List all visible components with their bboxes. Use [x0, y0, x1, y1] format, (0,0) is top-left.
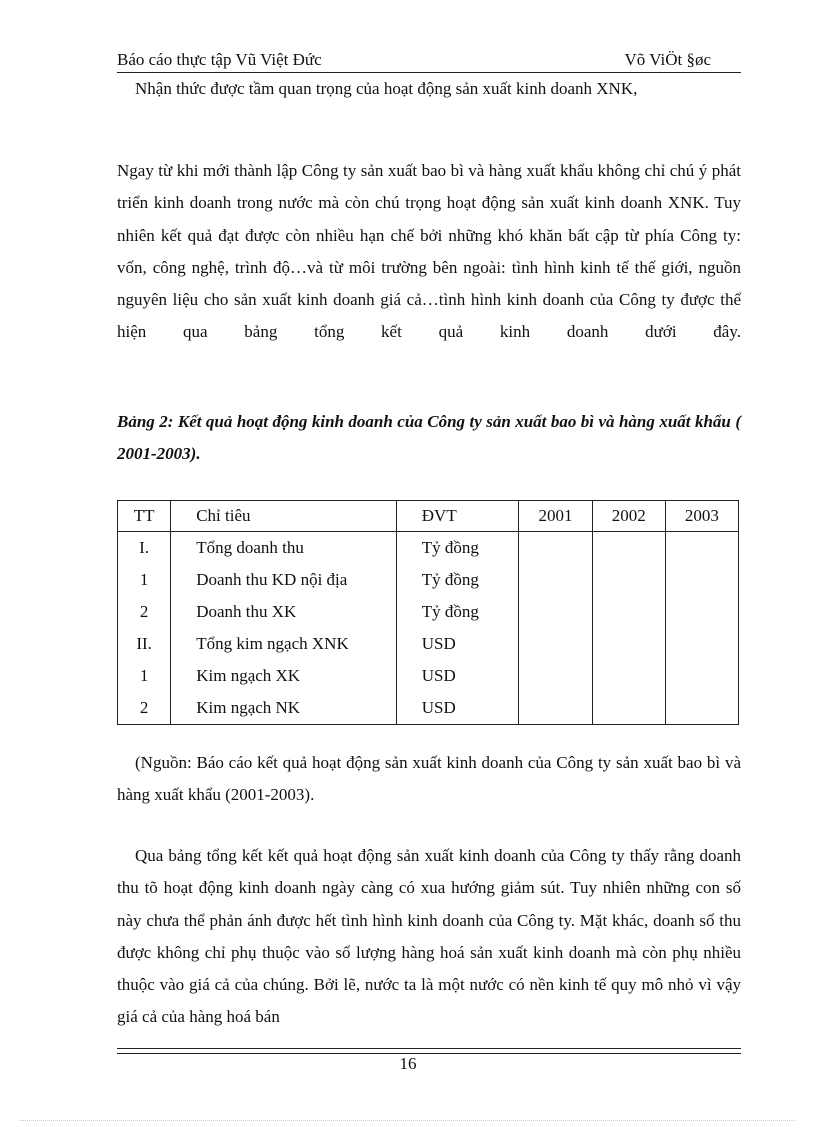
- cell-2003: [665, 564, 738, 596]
- cell-indicator: Tổng kim ngạch XNK: [171, 628, 397, 660]
- cell-indicator: Doanh thu KD nội địa: [171, 564, 397, 596]
- cell-unit: USD: [396, 692, 519, 725]
- cell-tt: 2: [118, 692, 171, 725]
- cell-2003: [665, 532, 738, 565]
- table-row: [118, 660, 739, 692]
- header-tt: TT: [118, 501, 171, 532]
- table-header-row: [118, 501, 739, 532]
- header-left-title: Báo cáo thực tập Vũ Việt Đức: [117, 50, 322, 69]
- header-2001: 2001: [519, 501, 592, 532]
- paragraph-2: Qua bảng tổng kết kết quả hoạt động sản xuất kinh doanh của Công ty thấy rằng doanh thu tõ hoạt động kinh doanh ngày càng có xua hướng giảm sút. Tuy nhiên những con số này chưa thể phản ánh được hết tình hình kinh doanh của Công ty. Mặt khác, doanh số thu được không chỉ phụ thuộc vào số lượng hàng hoá sản xuất kinh doanh mà còn phụ nhiều thuộc vào giá cả của chúng. Bởi lẽ, nước ta là một nước có nền kinh tế quy mô nhỏ vì vậy giá cả của hàng hoá bán: [117, 846, 741, 1027]
- results-table: [117, 500, 739, 725]
- cell-2001: [519, 564, 592, 596]
- cell-tt: 1: [118, 564, 171, 596]
- cell-2001: [519, 660, 592, 692]
- cell-tt: 1: [118, 660, 171, 692]
- page-header: [117, 50, 741, 73]
- cell-2003: [665, 692, 738, 725]
- cell-unit: USD: [396, 628, 519, 660]
- page-bottom-dotted-line: [20, 1120, 796, 1121]
- table-row: [118, 596, 739, 628]
- cell-2001: [519, 596, 592, 628]
- header-2003: 2003: [665, 501, 738, 532]
- cell-2003: [665, 628, 738, 660]
- cell-2003: [665, 596, 738, 628]
- cell-tt: II.: [118, 628, 171, 660]
- cell-2002: [592, 564, 665, 596]
- cell-indicator: Tổng doanh thu: [171, 532, 397, 565]
- table-row: [118, 692, 739, 725]
- cell-2003: [665, 660, 738, 692]
- header-indicator: Chỉ tiêu: [171, 501, 397, 532]
- cell-2002: [592, 692, 665, 725]
- cell-unit: Tỷ đồng: [396, 564, 519, 596]
- cell-unit: USD: [396, 660, 519, 692]
- header-unit: ĐVT: [396, 501, 519, 532]
- cell-tt: I.: [118, 532, 171, 565]
- header-2002: 2002: [592, 501, 665, 532]
- cell-2001: [519, 628, 592, 660]
- cell-indicator: Doanh thu XK: [171, 596, 397, 628]
- cell-2001: [519, 692, 592, 725]
- table-row: [118, 532, 739, 565]
- cell-2002: [592, 532, 665, 565]
- page-number: 16: [399, 1054, 417, 1073]
- cell-2002: [592, 628, 665, 660]
- table-row: [118, 564, 739, 596]
- header-right-author: Võ ViÖt §øc: [624, 50, 711, 69]
- cell-tt: 2: [118, 596, 171, 628]
- cell-indicator: Kim ngạch NK: [171, 692, 397, 725]
- table-row: [118, 628, 739, 660]
- cell-unit: Tỷ đồng: [396, 596, 519, 628]
- table-source-note: (Nguồn: Báo cáo kết quả hoạt động sản xuất kinh doanh của Công ty sản xuất bao bì và hàng xuất khẩu (2001-2003).: [117, 753, 741, 805]
- cell-2002: [592, 660, 665, 692]
- paragraph-1: Ngay từ khi mới thành lập Công ty sản xuất bao bì và hàng xuất khẩu không chỉ chú ý phát triển kinh doanh trong nước mà còn chú trọng hoạt động sản xuất kinh doanh XNK. Tuy nhiên kết quả đạt được còn nhiều hạn chế bởi những khó khăn bất cập từ phía Công ty: vốn, công nghệ, trình độ…và từ môi trường bên ngoài: tình hình kinh tế thế giới, nguồn nguyên liệu cho sản xuất kinh doanh giá cả…tình hình kinh doanh của Công ty được thể hiện qua bảng tổng kết quả kinh doanh dưới đây.: [117, 161, 741, 342]
- intro-line: Nhận thức được tầm quan trọng của hoạt động sản xuất kinh doanh XNK,: [135, 79, 638, 98]
- cell-2002: [592, 596, 665, 628]
- cell-unit: Tỷ đồng: [396, 532, 519, 565]
- cell-indicator: Kim ngạch XK: [171, 660, 397, 692]
- cell-2001: [519, 532, 592, 565]
- table-caption: Bảng 2: Kết quả hoạt động kinh doanh của Công ty sản xuất bao bì và hàng xuất khẩu ( 2001-2003).: [117, 412, 741, 463]
